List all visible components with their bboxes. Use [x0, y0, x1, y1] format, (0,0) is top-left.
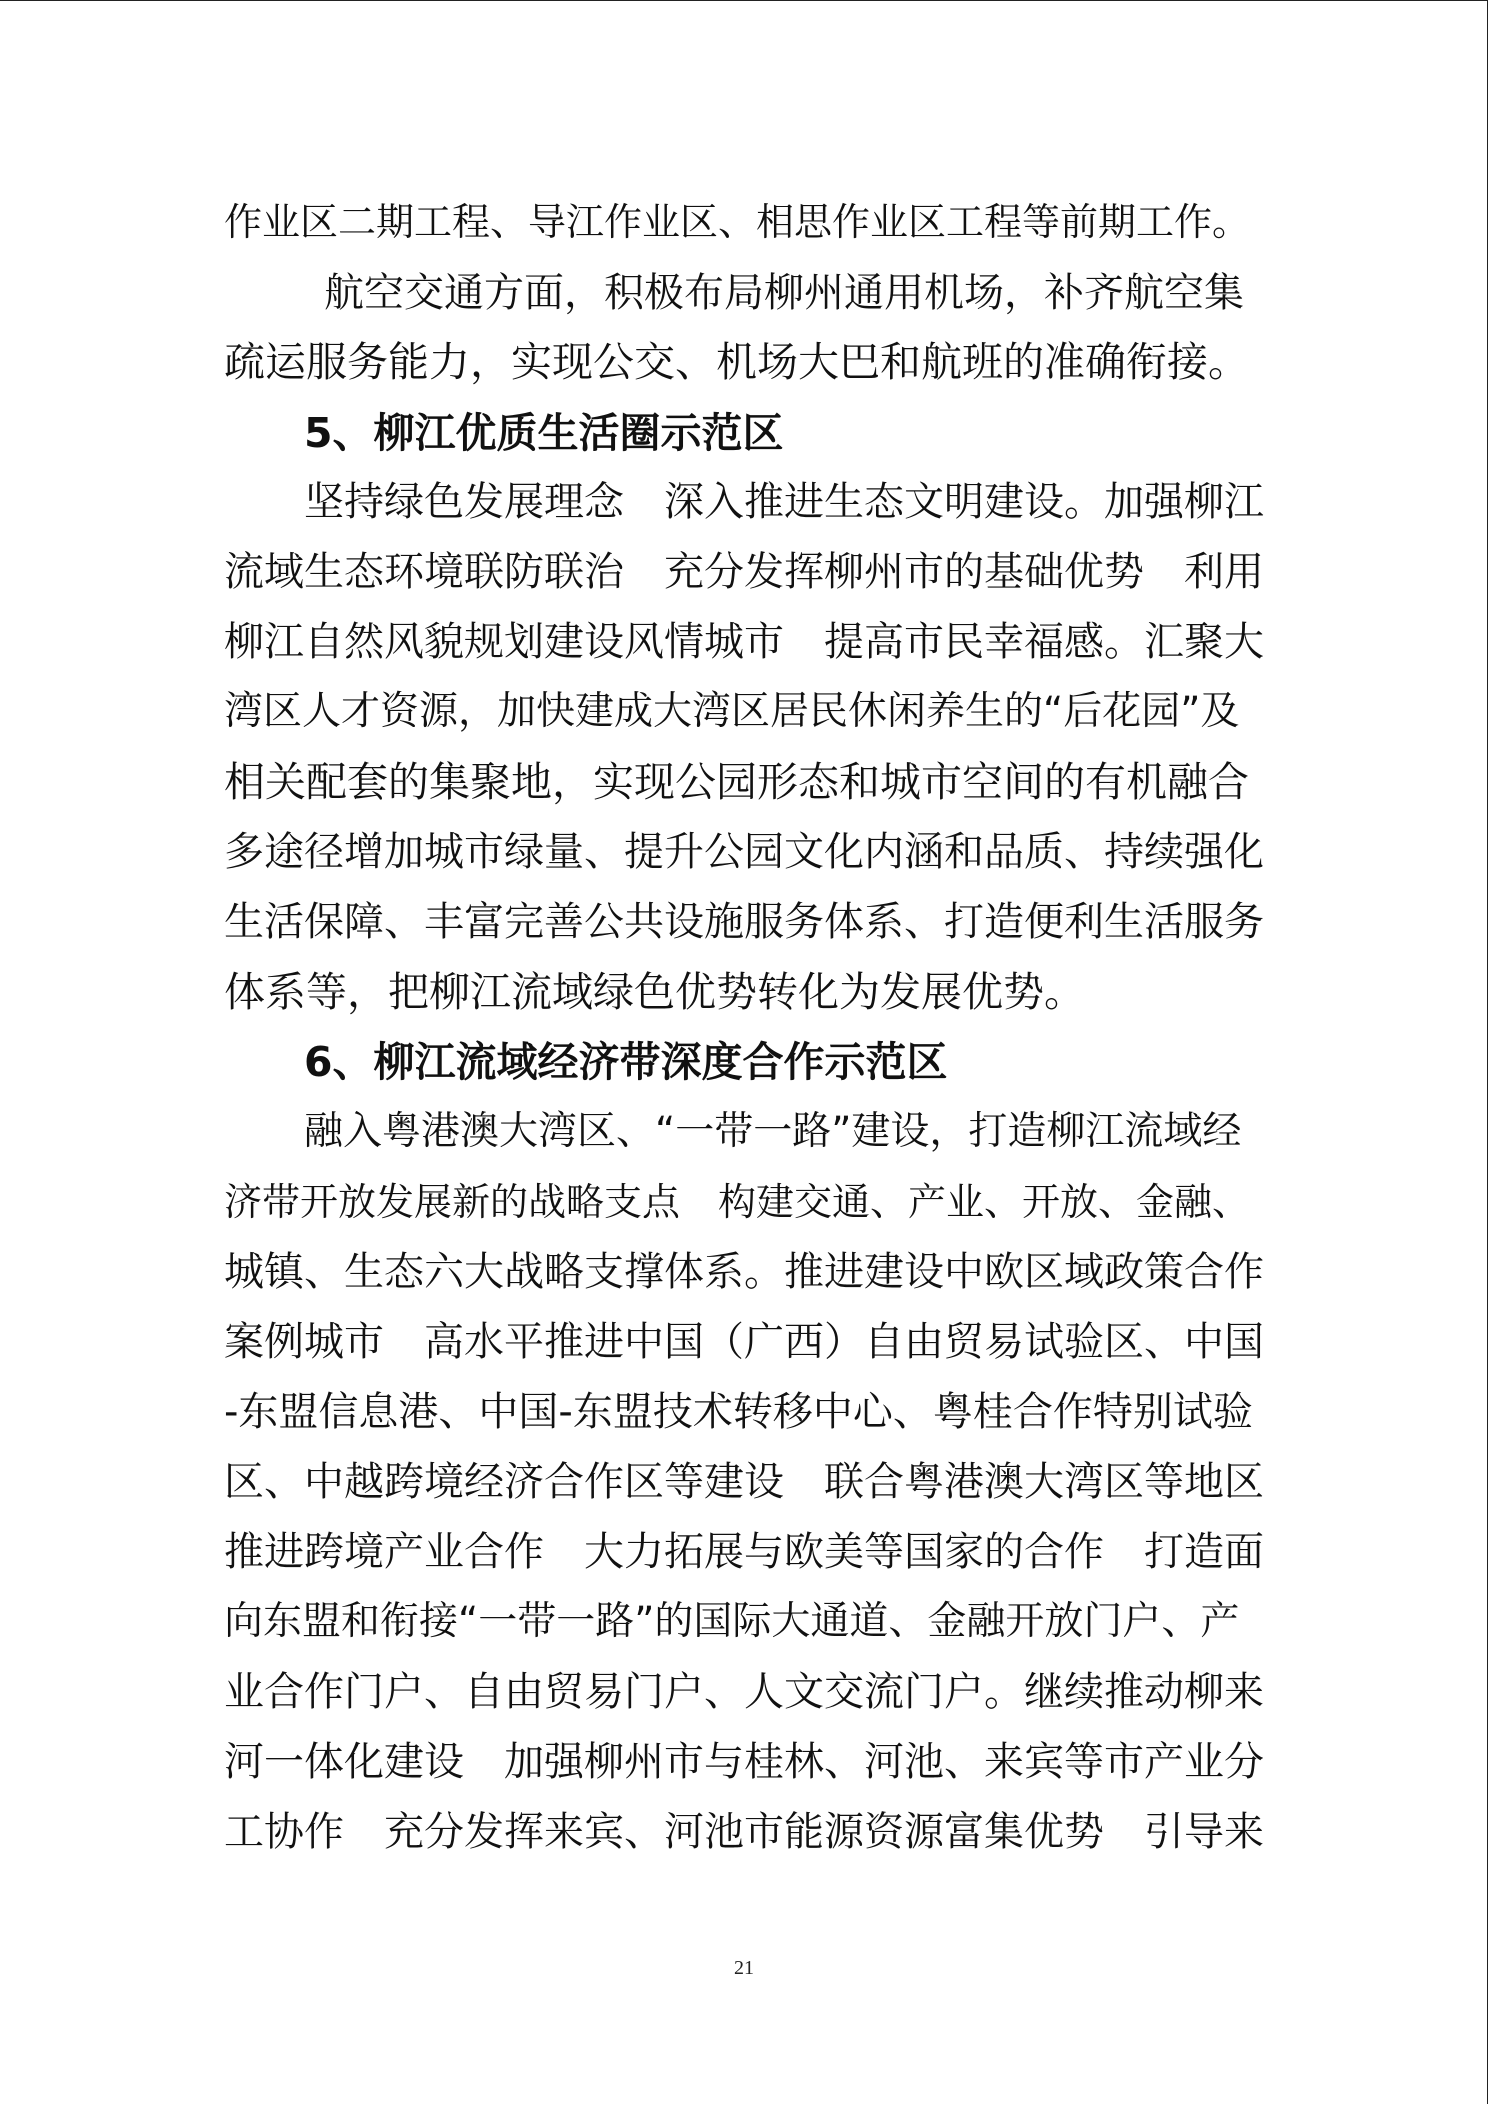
text-line: 湾区人才资源，加快建成大湾区居民休闲养生的“后花园”及	[224, 689, 1240, 734]
page-number: 21	[734, 1957, 754, 1979]
text-line: 疏运服务能力，实现公交、机场大巴和航班的准确衔接。	[224, 338, 1249, 386]
text-line: 航空交通方面，积极布局柳州通用机场，补齐航空集	[324, 270, 1244, 316]
text-line: 融入粤港澳大湾区、“一带一路”建设，打造柳江流域经	[304, 1109, 1242, 1154]
text-line: -东盟信息港、中国-东盟技术转移中心、粤桂合作特别试验	[224, 1389, 1253, 1435]
text-line: 推进跨境产业合作 大力拓展与欧美等国家的合作 打造面	[224, 1529, 1264, 1575]
text-line: 作业区二期工程、导江作业区、相思作业区工程等前期工作。	[224, 200, 1251, 244]
section-heading: 6、柳江流域经济带深度合作示范区	[304, 1038, 948, 1086]
text-line: 城镇、生态六大战略支撑体系。推进建设中欧区域政策合作	[224, 1249, 1264, 1295]
text-line: 济带开放发展新的战略支点 构建交通、产业、开放、金融、	[224, 1180, 1251, 1224]
text-line: 生活保障、丰富完善公共设施服务体系、打造便利生活服务	[224, 899, 1264, 945]
text-line: 坚持绿色发展理念 深入推进生态文明建设。加强柳江	[304, 479, 1264, 525]
section-heading: 5、柳江优质生活圈示范区	[304, 409, 784, 457]
text-line: 柳江自然风貌规划建设风情城市 提高市民幸福感。汇聚大	[224, 619, 1264, 665]
text-line: 相关配套的集聚地，实现公园形态和城市空间的有机融合	[224, 758, 1249, 806]
text-line: 业合作门户、自由贸易门户、人文交流门户。继续推动柳来	[224, 1669, 1264, 1715]
text-line: 案例城市 高水平推进中国（广西）自由贸易试验区、中国	[224, 1319, 1264, 1365]
text-line: 工协作 充分发挥来宾、河池市能源资源富集优势 引导来	[224, 1809, 1264, 1855]
text-line: 体系等，把柳江流域绿色优势转化为发展优势。	[224, 968, 1085, 1016]
text-line: 河一体化建设 加强柳州市与桂林、河池、来宾等市产业分	[224, 1739, 1264, 1785]
text-line: 流域生态环境联防联治 充分发挥柳州市的基础优势 利用	[224, 549, 1264, 595]
text-line: 区、中越跨境经济合作区等建设 联合粤港澳大湾区等地区	[224, 1459, 1264, 1505]
text-line: 向东盟和衔接“一带一路”的国际大通道、金融开放门户、产	[224, 1599, 1240, 1644]
text-line: 多途径增加城市绿量、提升公园文化内涵和品质、持续强化	[224, 829, 1264, 875]
